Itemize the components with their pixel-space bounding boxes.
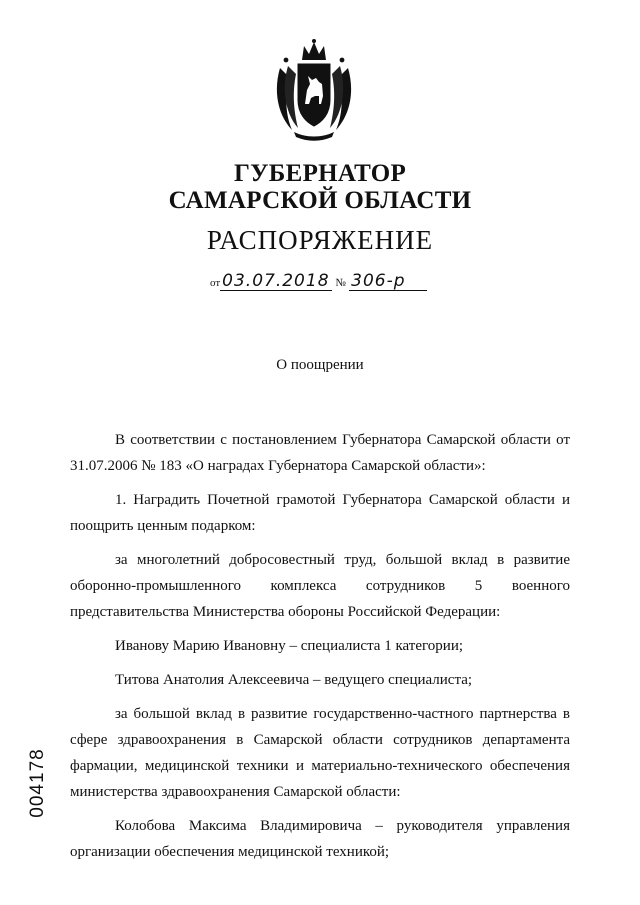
number-prefix: №: [335, 277, 346, 289]
paragraph-reason-defense: за многолетний добросовестный труд, большой вклад в развитие оборонно-промышленного комплекса сотрудников 5 военного представительства Министерства обороны Российской Федерации:: [70, 552, 570, 620]
registry-number: [23, 738, 53, 828]
date-number-line: [210, 272, 427, 291]
coat-of-arms-emblem: [272, 38, 356, 142]
list-item-person: Иванову Марию Ивановну – специалиста 1 категории;: [115, 638, 464, 654]
document-subject: О поощрении: [276, 357, 364, 373]
document-date: 03.07.2018: [220, 272, 332, 291]
document-body: [70, 427, 570, 865]
paragraph-award: 1. Наградить Почетной грамотой Губернатора Самарской области и поощрить ценным подарком:: [70, 492, 570, 534]
registry-number-text: 004178: [27, 748, 48, 818]
paragraph-reason-health: за большой вклад в развитие государственно-частного партнерства в сфере здравоохранения в Самарской области сотрудников департамента фармации, медицинской техники и материально-технического обеспечения министерства здравоохранения Самарской области:: [70, 706, 570, 800]
issuer-region: САМАРСКОЙ ОБЛАСТИ: [168, 187, 472, 214]
list-item-person: Титова Анатолия Алексеевича – ведущего специалиста;: [115, 672, 473, 688]
issuer-title: ГУБЕРНАТОР: [233, 160, 407, 187]
document-number: 306-р: [349, 272, 427, 291]
paragraph-basis: В соответствии с постановлением Губернатора Самарской области от 31.07.2006 № 183 «О наградах Губернатора Самарской области»:: [70, 432, 570, 474]
document-type: РАСПОРЯЖЕНИЕ: [206, 225, 434, 255]
date-prefix: от: [210, 277, 221, 289]
list-item-person: Колобова Максима Владимировича – руководителя управления организации обеспечения медицинской техникой;: [70, 818, 570, 860]
